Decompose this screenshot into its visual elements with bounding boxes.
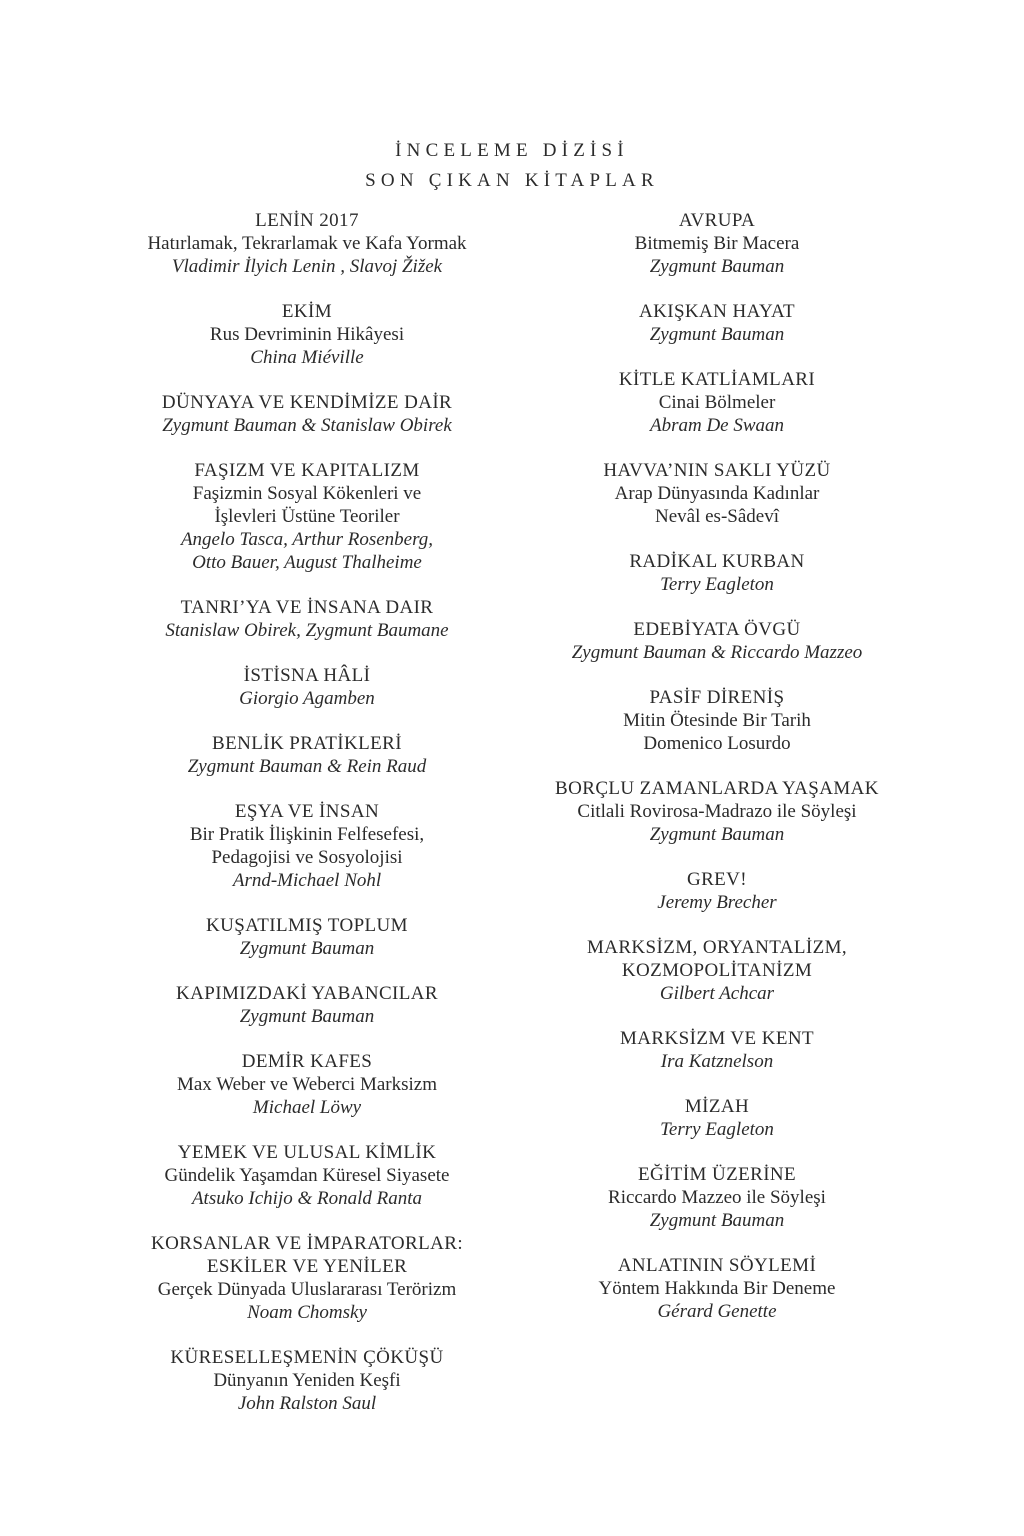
book-title: EĞİTİM ÜZERİNE — [637, 1164, 797, 1185]
book-title: GREV! — [686, 869, 748, 890]
book-entry — [517, 1163, 917, 1232]
book-subtitle: Pedagojisi ve Sosyolojisi — [211, 847, 403, 868]
book-subtitle: Yöntem Hakkında Bir Deneme — [598, 1278, 836, 1299]
book-entry — [517, 459, 917, 528]
book-title: AVRUPA — [678, 210, 756, 231]
book-author: Gilbert Achcar — [659, 983, 775, 1004]
book-title: EKİM — [281, 301, 333, 322]
book-title: KORSANLAR VE İMPARATORLAR: — [151, 1233, 463, 1254]
book-author: Zygmunt Bauman & Riccardo Mazzeo — [571, 642, 863, 663]
book-entry — [107, 459, 507, 574]
book-author: Abram De Swaan — [649, 415, 785, 436]
book-author: Zygmunt Bauman & Rein Raud — [187, 756, 427, 777]
book-author: Zygmunt Bauman — [649, 824, 785, 845]
book-author: Otto Bauer, August Thalheime — [192, 552, 422, 573]
book-subtitle: Riccardo Mazzeo ile Söyleşi — [608, 1187, 826, 1208]
book-subtitle: Dünyanın Yeniden Keşfi — [213, 1370, 401, 1391]
series-subtitle: SON ÇIKAN KİTAPLAR — [365, 170, 659, 191]
book-title: TANRI’YA VE İNSANA DAIR — [180, 597, 434, 618]
book-author: Arnd-Michael Nohl — [232, 870, 382, 891]
book-author: Atsuko Ichijo & Ronald Ranta — [191, 1188, 423, 1209]
book-author: Zygmunt Bauman — [239, 938, 375, 959]
book-entry — [107, 914, 507, 960]
book-title: BORÇLU ZAMANLARDA YAŞAMAK — [555, 778, 879, 799]
book-subtitle: Mitin Ötesinde Bir Tarih — [623, 710, 811, 731]
book-author: Zygmunt Bauman — [649, 324, 785, 345]
book-entry — [107, 209, 507, 278]
book-title: KOZMOPOLİTANİZM — [621, 960, 813, 981]
book-entry — [517, 777, 917, 846]
book-subtitle: Bitmemiş Bir Macera — [634, 233, 800, 254]
series-heading — [0, 136, 1024, 196]
book-subtitle: Citlali Rovirosa-Madrazo ile Söyleşi — [577, 801, 857, 822]
book-title: DÜNYAYA VE KENDİMİZE DAİR — [161, 392, 453, 413]
book-author: Zygmunt Bauman — [649, 1210, 785, 1231]
book-title: EDEBİYATA ÖVGÜ — [633, 619, 801, 640]
book-author: China Miéville — [250, 347, 364, 368]
book-entry — [517, 550, 917, 596]
book-title: ESKİLER VE YENİLER — [206, 1256, 408, 1277]
book-author: Vladimir İlyich Lenin , Slavoj Žižek — [171, 256, 443, 277]
book-title: MİZAH — [684, 1096, 750, 1117]
book-title: LENİN 2017 — [255, 210, 359, 231]
book-author: Zygmunt Bauman & Stanislaw Obirek — [162, 415, 452, 436]
book-author: Ira Katznelson — [660, 1051, 774, 1072]
book-author: Noam Chomsky — [247, 1302, 367, 1323]
book-title: HAVVA’NIN SAKLI YÜZÜ — [603, 460, 831, 481]
book-title: BENLİK PRATİKLERİ — [212, 733, 402, 754]
book-title: KUŞATILMIŞ TOPLUM — [206, 915, 408, 936]
book-title: DEMİR KAFES — [241, 1051, 373, 1072]
book-title: PASİF DİRENİŞ — [649, 687, 785, 708]
book-author: Zygmunt Bauman — [239, 1006, 375, 1027]
book-title: EŞYA VE İNSAN — [234, 801, 380, 822]
book-entry — [107, 1346, 507, 1415]
book-subtitle: Max Weber ve Weberci Marksizm — [176, 1074, 438, 1095]
book-subtitle: Arap Dünyasında Kadınlar — [614, 483, 820, 504]
book-entry — [107, 664, 507, 710]
book-entry — [107, 732, 507, 778]
book-entry — [517, 1095, 917, 1141]
book-author: John Ralston Saul — [237, 1393, 377, 1414]
book-entry — [517, 209, 917, 278]
book-entry — [517, 300, 917, 346]
right-book-column — [517, 209, 917, 1345]
book-subtitle: Gündelik Yaşamdan Küresel Siyasete — [164, 1165, 450, 1186]
book-entry — [107, 1141, 507, 1210]
book-author: Angelo Tasca, Arthur Rosenberg, — [180, 529, 434, 550]
book-title: FAŞIZM VE KAPITALIZM — [194, 460, 420, 481]
book-entry — [517, 618, 917, 664]
book-entry — [517, 936, 917, 1005]
book-author: Stanislaw Obirek, Zygmunt Baumane — [165, 620, 449, 641]
book-entry — [517, 368, 917, 437]
book-title: ANLATININ SÖYLEMİ — [617, 1255, 817, 1276]
book-subtitle: İşlevleri Üstüne Teoriler — [214, 506, 400, 527]
book-title: RADİKAL KURBAN — [629, 551, 805, 572]
book-author: Michael Löwy — [252, 1097, 362, 1118]
book-entry — [107, 1232, 507, 1324]
book-subtitle: Rus Devriminin Hikâyesi — [209, 324, 405, 345]
book-entry — [107, 982, 507, 1028]
book-subtitle: Gerçek Dünyada Uluslararası Terörizm — [157, 1279, 457, 1300]
book-title: KİTLE KATLİAMLARI — [618, 369, 816, 390]
book-author: Zygmunt Bauman — [649, 256, 785, 277]
book-subtitle: Faşizmin Sosyal Kökenleri ve — [192, 483, 422, 504]
book-title: YEMEK VE ULUSAL KİMLİK — [177, 1142, 437, 1163]
series-title: İNCELEME DİZİSİ — [395, 140, 629, 161]
book-title: KÜRESELLEŞMENİN ÇÖKÜŞÜ — [170, 1347, 444, 1368]
book-author: Giorgio Agamben — [239, 688, 375, 709]
left-book-column — [107, 209, 507, 1437]
book-subtitle: Nevâl es-Sâdevî — [655, 506, 779, 527]
book-subtitle: Cinai Bölmeler — [658, 392, 776, 413]
book-title: MARKSİZM VE KENT — [620, 1028, 814, 1049]
book-title: KAPIMIZDAKİ YABANCILAR — [176, 983, 438, 1004]
book-entry — [517, 686, 917, 755]
book-author: Terry Eagleton — [660, 1119, 774, 1140]
book-title: MARKSİZM, ORYANTALİZM, — [586, 937, 848, 958]
book-title: İSTİSNA HÂLİ — [243, 665, 371, 686]
book-title: AKIŞKAN HAYAT — [639, 301, 795, 322]
book-entry — [107, 1050, 507, 1119]
book-subtitle: Hatırlamak, Tekrarlamak ve Kafa Yormak — [147, 233, 467, 254]
book-author: Terry Eagleton — [660, 574, 774, 595]
book-entry — [107, 800, 507, 892]
book-entry — [517, 1027, 917, 1073]
book-entry — [517, 1254, 917, 1323]
book-author: Jeremy Brecher — [657, 892, 777, 913]
book-subtitle: Domenico Losurdo — [643, 733, 791, 754]
book-entry — [107, 596, 507, 642]
book-entry — [107, 391, 507, 437]
book-entry — [107, 300, 507, 369]
book-subtitle: Bir Pratik İlişkinin Felfesefesi, — [189, 824, 425, 845]
book-entry — [517, 868, 917, 914]
book-author: Gérard Genette — [657, 1301, 777, 1322]
